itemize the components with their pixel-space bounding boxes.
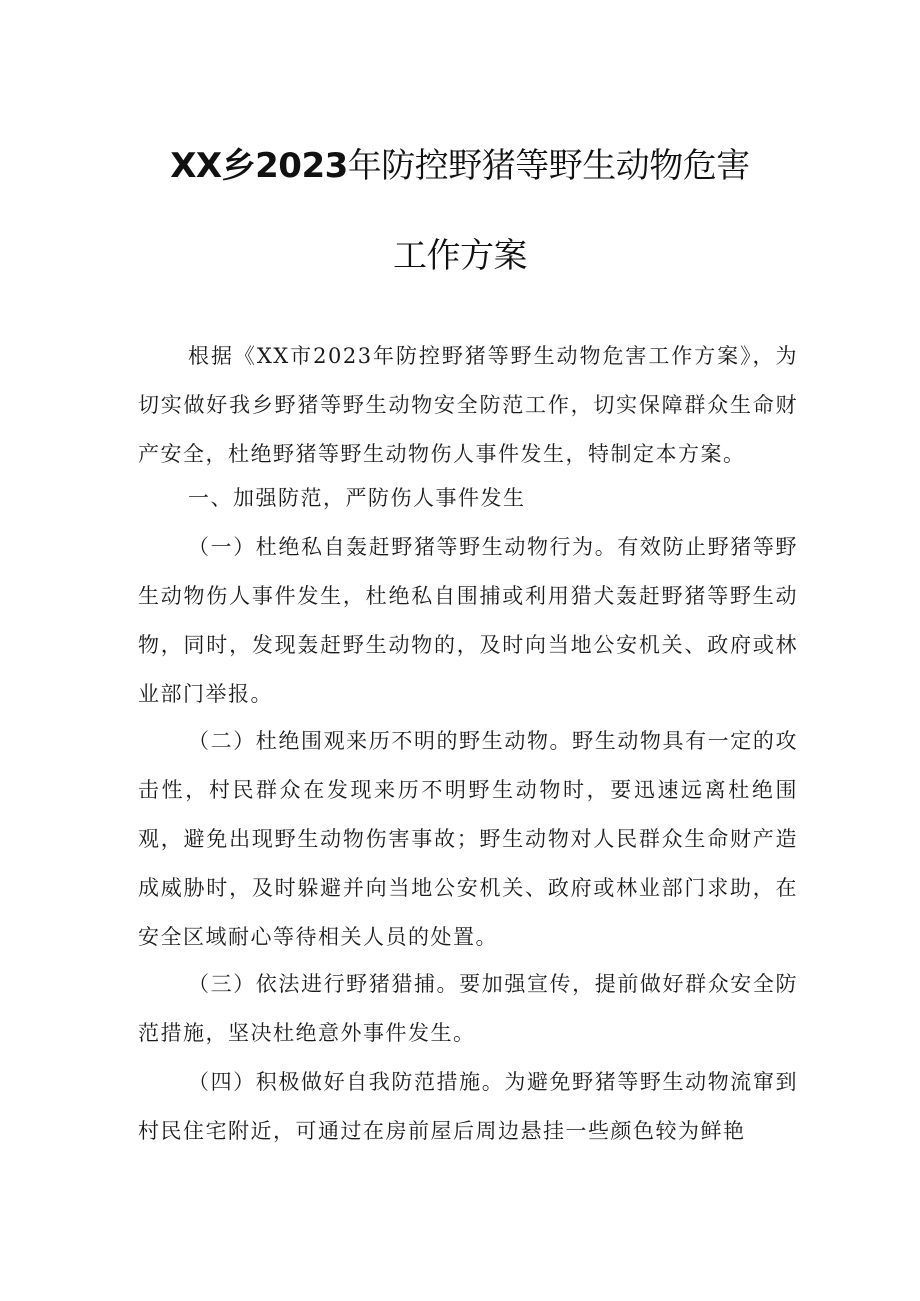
title-prefix: XX乡: [170, 146, 256, 186]
section-heading-1: 一、加强防范，严防伤人事件发生: [188, 486, 526, 510]
subsection-3-paragraph: （三）依法进行野猪猎捕。要加强宣传，提前做好群众安全防范措施，坚决杜绝意外事件发生。: [138, 972, 798, 1045]
document-title-line-1: [0, 138, 920, 187]
subsection-1-paragraph: （一）杜绝私自轰赶野猪等野生动物行为。有效防止野猪等野生动物伤人事件发生，杜绝私自围捕或利用猎犬轰赶野猪等野生动物，同时，发现轰赶野生动物的，及时向当地公安机关、政府或林业部门举报。: [138, 535, 798, 706]
title-rest: 年防控野猪等野生动物危害: [347, 146, 750, 186]
subsection-4-paragraph: （四）积极做好自我防范措施。为避免野猪等野生动物流窜到村民住宅附近，可通过在房前屋后周边悬挂一些颜色较为鲜艳: [138, 1070, 798, 1143]
subsection-2-paragraph: （二）杜绝围观来历不明的野生动物。野生动物具有一定的攻击性，村民群众在发现来历不明野生动物时，要迅速远离杜绝围观，避免出现野生动物伤害事故；野生动物对人民群众生命财产造成威胁时，及时躲避并向当地公安机关、政府或林业部门求助，在安全区域耐心等待相关人员的处置。: [138, 729, 798, 949]
intro-paragraph: 根据《XX市2023年防控野猪等野生动物危害工作方案》，为切实做好我乡野猪等野生动物安全防范工作，切实保障群众生命财产安全，杜绝野猪等野生动物伤人事件发生，特制定本方案。: [138, 344, 798, 466]
title-year: 2023: [255, 146, 348, 186]
document-title-line-2: 工作方案: [393, 236, 527, 276]
